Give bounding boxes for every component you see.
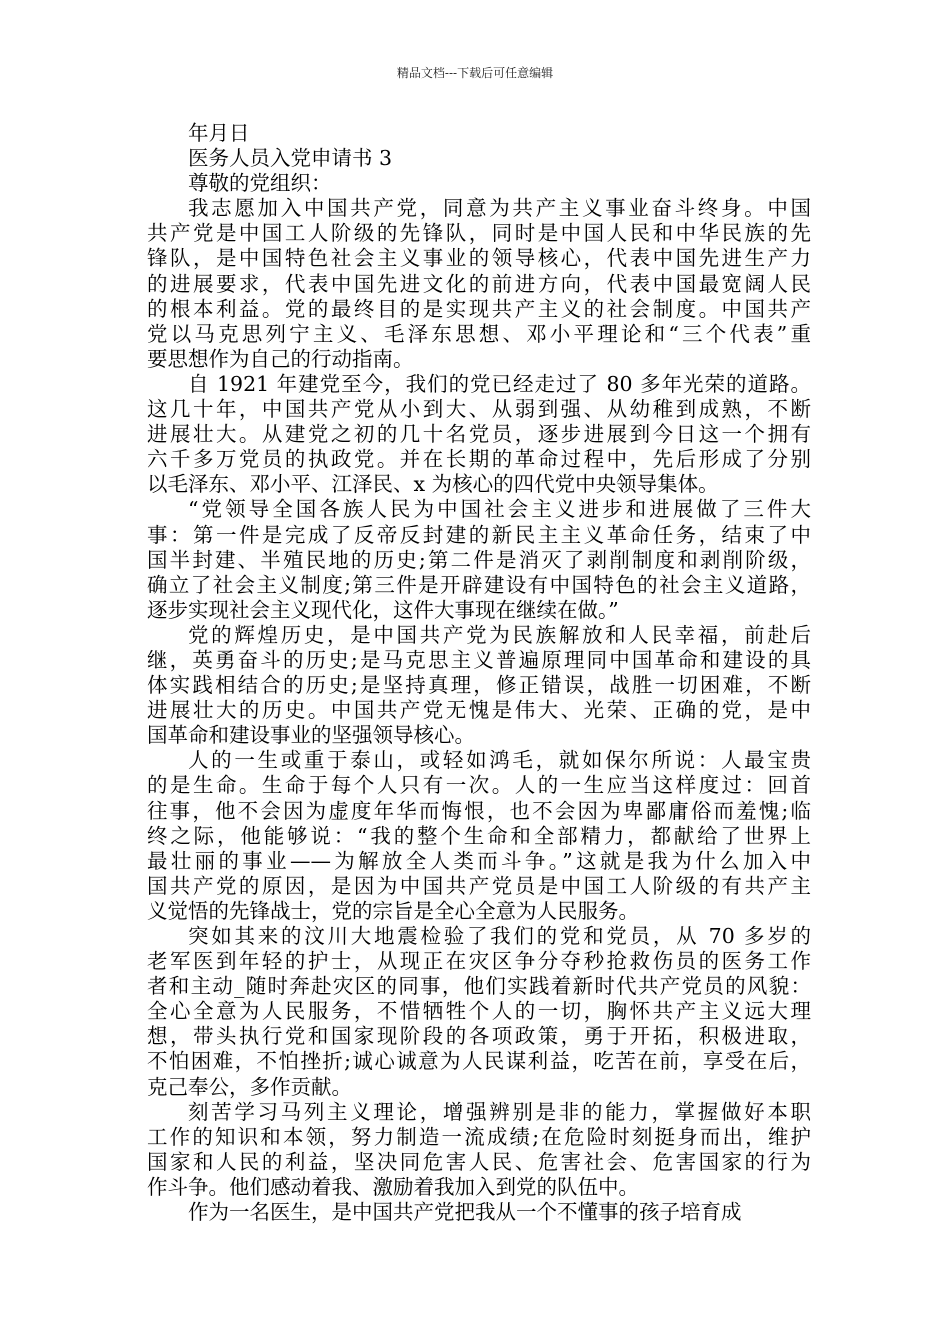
paragraph-line: 的进展要求，代表中国先进文化的前进方向，代表中国最宽阔人民 [147,271,811,296]
paragraph-line: 进展壮大的历史。中国共产党无愧是伟大、光荣、正确的党，是中 [147,698,811,723]
paragraph-line: 党以马克思列宁主义、毛泽东思想、邓小平理论和“三个代表”重 [147,321,811,346]
document-body [147,121,811,1225]
paragraph-line: 的是生命。生命于每个人只有一次。人的一生应当这样度过：回首 [147,773,811,798]
paragraph [147,372,811,497]
paragraph [147,1100,811,1200]
paragraph-line: 全心全意为人民服务，不惜牺牲个人的一切，胸怀共产主义远大理 [147,999,811,1024]
paragraph-line: 国共产党的原因，是因为中国共产党员是中国工人阶级的有共产主 [147,873,811,898]
paragraph-line: 义觉悟的先锋战士，党的宗旨是全心全意为人民服务。 [147,898,639,923]
paragraphs-container [147,196,811,1225]
paragraph-line: 逐步实现社会主义现代化，这件大事现在继续在做。” [147,597,619,622]
paragraph [147,497,811,622]
paragraph-line: 确立了社会主义制度;第三件是开辟建设有中国特色的社会主义道路， [147,572,811,597]
paragraph-line: 者和主动_随时奔赴灾区的同事，他们实践着新时代共产党员的风貌： [147,974,811,999]
paragraph-line: 进展壮大。从建党之初的几十名党员，逐步进展到今日这一个拥有 [147,422,811,447]
paragraph [147,623,811,748]
paragraph [147,196,811,372]
paragraph-line: 国革命和建设事业的坚强领导核心。 [147,723,475,748]
paragraph-line: 继，英勇奋斗的历史;是马克思主义普遍原理同中国革命和建设的具 [147,647,811,672]
paragraph-line: 的根本利益。党的最终目的是实现共产主义的社会制度。中国共产 [147,296,811,321]
paragraph [147,1200,811,1225]
paragraph-line: 锋队，是中国特色社会主义事业的领导核心，代表中国先进生产力 [147,246,811,271]
paragraph-line: 我志愿加入中国共产党，同意为共产主义事业奋斗终身。中国 [188,196,811,221]
paragraph-line: 共产党是中国工人阶级的先锋队，同时是中国人民和中华民族的先 [147,221,811,246]
paragraph-line: 刻苦学习马列主义理论，增强辨别是非的能力，掌握做好本职 [188,1099,811,1124]
salutation: 尊敬的党组织： [188,171,332,196]
paragraph-line: 突如其来的汶川大地震检验了我们的党和党员，从 70 多岁的 [188,924,811,948]
page-header: 精品文档---下载后可任意编辑 [396,66,554,80]
paragraph-line: 国半封建、半殖民地的历史;第二件是消灭了剥削制度和剥削阶级， [147,547,811,572]
date-line: 年月日 [188,121,250,145]
paragraph-line: 终之际，他能够说：“我的整个生命和全部精力，都献给了世界上 [147,823,811,848]
paragraph-line: 党的辉煌历史，是中国共产党为民族解放和人民幸福，前赴后 [188,622,811,647]
paragraph-line: 以毛泽东、邓小平、江泽民、x 为核心的四代党中央领导集体。 [147,472,719,497]
document-title: 医务人员入党申请书 3 [188,146,393,171]
paragraph-line: “党领导全国各族人民为中国社会主义进步和进展做了三件大 [188,497,811,522]
paragraph-line: 人的一生或重于泰山，或轻如鸿毛，就如保尔所说：人最宝贵 [188,748,811,773]
paragraph-line: 老军医到年轻的护士，从现正在灾区争分夺秒抢救伤员的医务工作 [147,949,811,974]
paragraph-line: 想，带头执行党和国家现阶段的各项政策，勇于开拓，积极进取， [147,1024,811,1049]
paragraph-line: 事：第一件是完成了反帝反封建的新民主主义革命任务，结束了中 [147,522,811,547]
paragraph-line: 最壮丽的事业——为解放全人类而斗争。”这就是我为什么加入中 [147,848,811,873]
paragraph-line: 体实践相结合的历史;是坚持真理，修正错误，战胜一切困难，不断 [147,673,811,698]
paragraph-line: 这几十年，中国共产党从小到大、从弱到强、从幼稚到成熟，不断 [147,397,811,422]
paragraph-line: 自 1921 年建党至今，我们的党已经走过了 80 多年光荣的道路。 [188,371,811,396]
paragraph-line: 六千多万党员的执政党。并在长期的革命过程中，先后形成了分别 [147,447,811,472]
paragraph [147,924,811,1100]
paragraph-line: 作斗争。他们感动着我、激励着我加入到党的队伍中。 [147,1174,639,1199]
paragraph-line: 工作的知识和本领，努力制造一流成绩;在危险时刻挺身而出，维护 [147,1124,811,1149]
paragraph-line: 不怕困难，不怕挫折;诚心诚意为人民谋利益，吃苦在前，享受在后， [147,1049,811,1074]
paragraph-line: 作为一名医生，是中国共产党把我从一个不懂事的孩子培育成 [188,1200,742,1225]
paragraph-line: 要思想作为自己的行动指南。 [147,346,414,371]
paragraph-line: 往事，他不会因为虚度年华而悔恨，也不会因为卑鄙庸俗而羞愧;临 [147,798,811,823]
paragraph-line: 克己奉公，多作贡献。 [147,1074,352,1099]
paragraph-line: 国家和人民的利益，坚决同危害人民、危害社会、危害国家的行为 [147,1149,811,1174]
paragraph [147,748,811,924]
